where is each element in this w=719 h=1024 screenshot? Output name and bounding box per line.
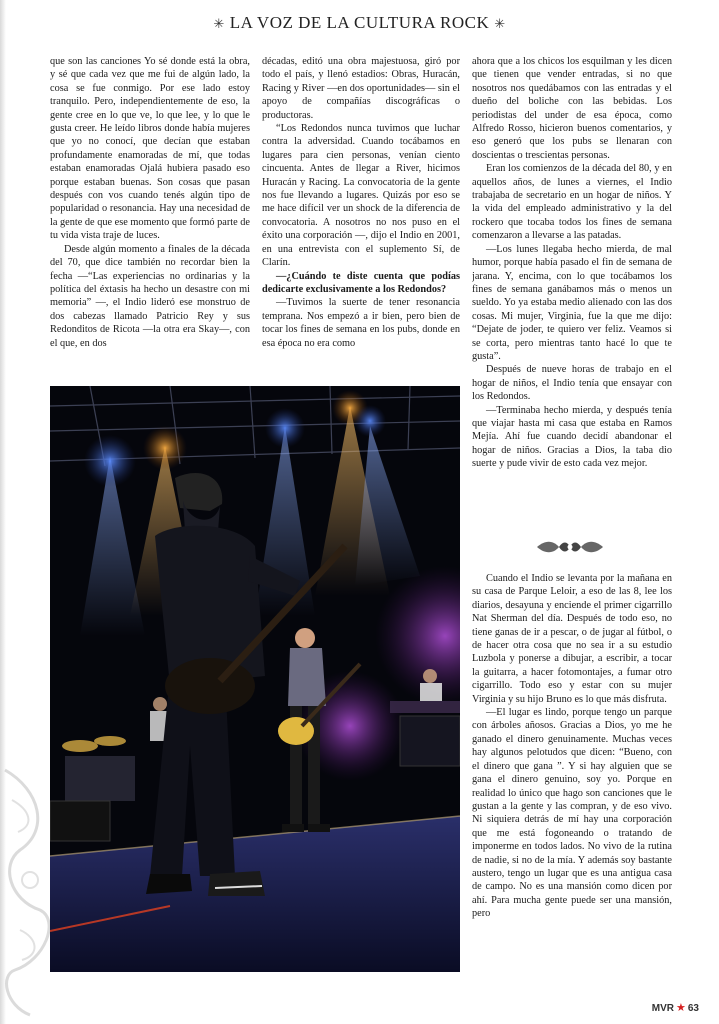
page-number: 63 [687,1003,699,1014]
article-paragraph: ahora que a los chicos los esquilman y les dicen que tienen que vender entradas, si no que nosotros nos quedábamos con las entradas y el dueño del boliche con las bebidas. Los periodistas del under de esa época, como Alfredo Rosso, hicieron buenos comentarios, y eso generó que los pubs se llenaran con doscientas o trescientas personas. [472,56,672,161]
article-paragraph: —¿Cuándo te diste cuenta que podías dedicarte exclusivamente a los Redondos? [262,270,460,295]
page-footer [652,1001,699,1014]
article-column-3-top [472,55,672,540]
article-column-1 [50,55,250,375]
ornamental-divider-icon [535,538,605,556]
article-paragraph: —Terminaba hecho mierda, y después tenía que viajar hasta mi casa que estaba en Ramos Mejía. Ahí fue cuando decidí abandonar el hogar de niños. Gracias a Dios, la taba dio suerte y pude vivir de esto cada vez mejor. [472,404,672,470]
article-paragraph: —Tuvimos la suerte de tener resonancia temprana. Nos empezó a ir bien, pero bien de tocar los fines de semana en los pubs, donde en esa época no era como [262,297,460,349]
magazine-name: MVR [651,1003,674,1014]
article-paragraph: “Los Redondos nunca tuvimos que luchar contra la adversidad. Cuando tocábamos en lugares para cien personas, venían ciento cincuenta. Antes de llegar a River, hicimos Huracán y Racing. La convocatoria de la gente nos fue llevando a lugares. Quizás por eso se me hace difícil ver un shock de la diferencia de convocatoria. A nosotros no nos puso en el éxito una corporación —, dijo el Indio en 2001, en una entrevista con el suplemento Sí, de Clarín. [262,123,460,269]
star-icon: ★ [676,1002,686,1014]
article-column-2 [262,55,460,375]
article-paragraph: Después de nueve horas de trabajo en el hogar de niños, el Indio tenía que ensayar con los Redondos. [472,364,672,403]
section-title: LA VOZ DE LA CULTURA ROCK [229,13,490,32]
star-left-icon: ✳ [213,16,225,31]
article-paragraph: Eran los comienzos de la década del 80, y en aquellos años, de lunes a viernes, el Indio trabajaba de secretario en un hogar de niños. Y la vida del empleado administrativo y la del rockero que tocaba todos los fines de semana comenzaron a llevarse a las patadas. [472,163,672,242]
section-header [0,13,719,33]
concert-stage-photo [50,386,460,972]
article-paragraph: —Los lunes llegaba hecho mierda, de mal humor, porque había pasado el fin de semana de jarana. Y, encima, con lo que tocábamos los fines de semana ganábamos más o menos un sueldo. Yo ya estaba medio alienado con las dos cosas. Mi mujer, Virginia, fue la que me dijo: “Dejate de joder, te quiero ver feliz. Veamos si se corta, pero mientras tanto hacé lo que te gusta”. [472,243,672,362]
star-right-icon: ✳ [494,16,506,31]
article-paragraph: Cuando el Indio se levanta por la mañana en su casa de Parque Leloir, a eso de las 8, lee los diarios, desayuna y enciende el primer cigarrillo Nat Sherman del día. Después de todo eso, no tiene ganas de ir a pescar, o de jugar al fútbol, o de hacer otra cosa que no sea ir a su estudio Luzbola y ponerse a dibujar, a escribir, a tocar la guitarra, a hacer fotomontajes, a fumar otro cigarrillo. Todo eso y estar con su mujer Virginia y su hijo Bruno es lo que más disfruta. [472,573,672,705]
article-paragraph: —El lugar es lindo, porque tengo un parque con árboles añosos. Gracias a Dios, yo me he ganado el dinero genuinamente. Muchas veces hay algunos pelotudos que dicen: “Bueno, con el dinero que gana ”. Y si hay alguien que se gana el dinero genuino, soy yo. Porque en realidad lo único que hago son canciones que le gustan a la gente y las compran, y de eso vivo. Ni siquiera detrás de mí hay una corporación que me está fogoneando o tratando de imponerme en todos lados. No vivo de la rutina de nadie, si no de la mía. Y además soy bastante austero, tengo un lugar que es una antigua casa de campo. No es una mansión como dicen por ahí. Para mucha gente puede ser una mansión, pero [472,707,672,920]
article-paragraph: Desde algún momento a finales de la década del 70, que dice también no recordar bien la fecha —“Las experiencias no ordinarias y la política del éxtasis ha hecho un desastre con mi memoria” —, el Indio lideró ese monstruo de dos cabezas llamado Patricio Rey y sus Redonditos de Ricota —la otra era Skay—, con el que, en dos [50,243,250,349]
article-paragraph: que son las canciones Yo sé donde está la obra, y sé que cada vez que me fui de algún lado, la cosa se fue conmigo. Por ese lado estoy tranquilo. Pero, independientemente de eso, la gente cree en lo que ve, lo que lee, y lo que le gusta creer. He leído libros donde había mujeres que yo no conocí, que decían que estaban profundamente enamoradas de mí, que todas estaban enamoradas Ojalá hubiera pasado eso porque estaban buenas. Son cosas que pasan después con vos cuando tenés algún tipo de popularidad o resonancia. Hay una necesidad de la gente de que ese momento que formó parte de tu vida vista traje de luces. [50,56,250,242]
article-column-3-bottom [472,572,672,992]
concert-illustration [50,386,460,972]
article-paragraph: décadas, editó una obra majestuosa, giró por todo el país, y llenó estadios: Obras, Huracán, Racing y River —en dos oportunidades— sin el apoyo de compañías discográficas o productoras. [262,56,460,121]
